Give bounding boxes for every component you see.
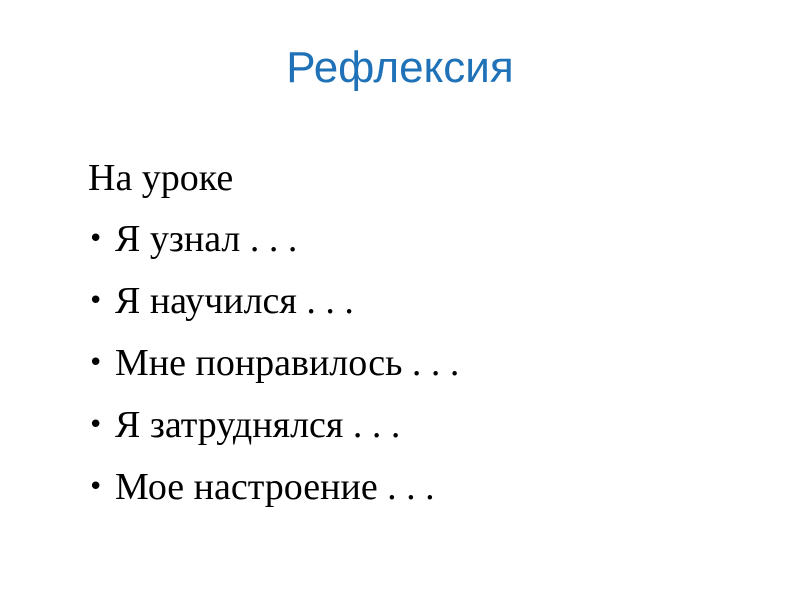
list-item-text: Я узнал . . . (115, 218, 298, 260)
slide-body (88, 148, 768, 518)
list-item (88, 208, 768, 270)
list-item-text: Я затруднялся . . . (115, 404, 401, 446)
slide-title: Рефлексия (286, 43, 514, 92)
intro-line: На уроке (88, 157, 234, 199)
bullet-dot-icon: • (88, 472, 104, 502)
list-item (88, 332, 768, 394)
list-item (88, 270, 768, 332)
bullet-dot-icon: • (88, 410, 104, 440)
bullet-list (88, 208, 768, 518)
list-item-text: Мое настроение . . . (115, 466, 435, 508)
list-item-text: Мне понравилось . . . (115, 342, 460, 384)
bullet-dot-icon: • (88, 286, 104, 316)
list-item (88, 456, 768, 518)
bullet-dot-icon: • (88, 224, 104, 254)
list-item-text: Я научился . . . (115, 280, 354, 322)
list-item (88, 394, 768, 456)
bullet-dot-icon: • (88, 348, 104, 378)
